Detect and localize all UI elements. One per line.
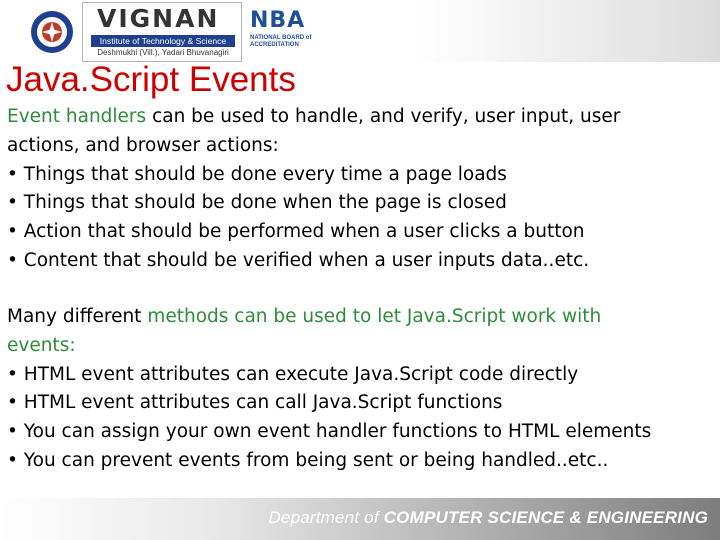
bullet-item: • Action that should be performed when a user clicks a button xyxy=(7,221,585,243)
event-handlers-highlight: Event handlers xyxy=(7,106,147,127)
footer-bar xyxy=(0,498,720,540)
para2-line-2: events: xyxy=(7,334,76,356)
nba-mark: NBA xyxy=(250,8,306,33)
header-bar xyxy=(0,0,720,62)
brand-location: Deshmukhi (Vill.), Yadari Bhuvanagiri xyxy=(97,48,229,57)
vignan-logo xyxy=(82,2,242,62)
bullet-item: • Things that should be done every time a page loads xyxy=(7,163,507,185)
vignan-emblem-icon xyxy=(30,10,74,54)
nba-logo xyxy=(250,8,310,56)
para1-line-1 xyxy=(7,103,713,132)
slide-title: Java.Script Events xyxy=(6,60,296,99)
bullet-item: • You can prevent events from being sent or being handled..etc.. xyxy=(7,449,609,471)
brand-name: VIGNAN xyxy=(97,4,220,33)
bullet-item: • HTML event attributes can execute Java.Script code directly xyxy=(7,363,579,385)
para1-line-2: actions, and browser actions: xyxy=(7,134,279,156)
nba-text: NATIONAL BOARD of ACCREDITATION xyxy=(250,35,312,48)
para2-line-1 xyxy=(7,303,713,332)
dept-name: COMPUTER SCIENCE & ENGINEERING xyxy=(383,508,708,527)
bullet-item: • Content that should be verified when a user inputs data..etc. xyxy=(7,249,590,271)
event-handlers-paragraph xyxy=(7,103,713,276)
para1-intro-rest: can be used to handle, and verify, user input, user xyxy=(146,106,621,127)
bullet-item: • You can assign your own event handler functions to HTML elements xyxy=(7,421,652,443)
brand-subtitle: Institute of Technology & Science xyxy=(91,35,235,47)
dept-prefix: Department of xyxy=(268,508,384,527)
para2-intro-plain: Many different xyxy=(7,306,148,327)
bullet-item: • HTML event attributes can call Java.Script functions xyxy=(7,392,503,414)
bullet-item: • Things that should be done when the page is closed xyxy=(7,192,507,214)
department-label xyxy=(268,508,708,528)
methods-paragraph xyxy=(7,303,713,476)
methods-highlight: methods can be used to let Java.Script work with xyxy=(147,306,602,327)
